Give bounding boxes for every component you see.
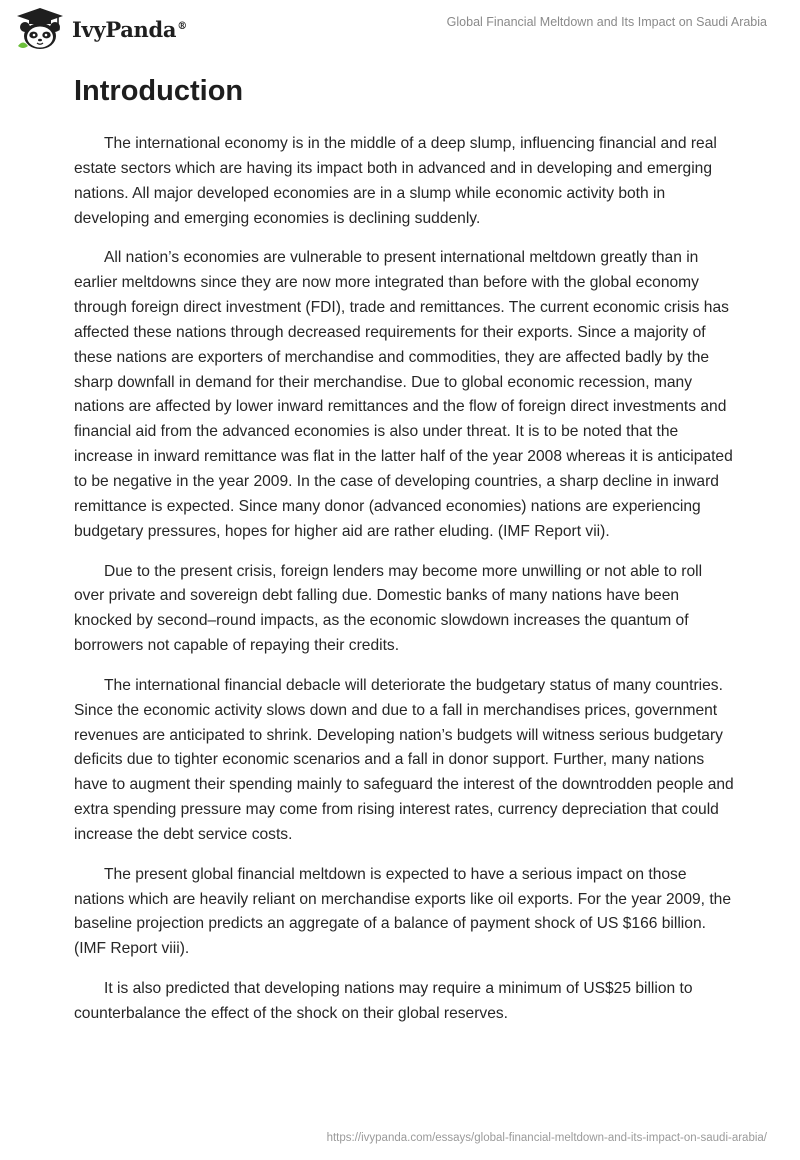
section-heading: Introduction bbox=[74, 75, 244, 107]
paragraph: Due to the present crisis, foreign lenders may become more unwilling or not able to roll over private and sovereign debt falling due. Domestic banks of many nations have been knocked by second–round impacts, as the economic slowdown increases the quantum of borrowers not capable of repaying their credits. bbox=[74, 562, 703, 655]
panda-graduation-cap-icon bbox=[14, 6, 66, 52]
paragraph: The international economy is in the middle of a deep slump, influencing financial and real estate sectors which are having its impact both in advanced and in developing and emerging nations. All major developed economies are in a slump while economic activity both in developing and emerging economies is declining suddenly. bbox=[74, 135, 717, 227]
paragraph: It is also predicted that developing nations may require a minimum of US$25 billion to counterbalance the effect of the shock on their global reserves. bbox=[74, 980, 693, 1022]
source-url-link[interactable]: https://ivypanda.com/essays/global-financial-meltdown-and-its-impact-on-saudi-arabia/ bbox=[326, 1132, 767, 1144]
page-header bbox=[0, 0, 800, 60]
document-title: Global Financial Meltdown and Its Impact on Saudi Arabia bbox=[446, 15, 767, 29]
paragraph: The international financial debacle will deteriorate the budgetary status of many countries. Since the economic activity slows down and due to a fall in merchandises prices, government revenues are anticipated to shrink. Developing nation’s budgets will witness serious budgetary deficits due to tighter economic scenarios and a fall in donor support. Further, many nations have to augment their spending mainly to safeguard the interest of the downtrodden people and extra spending pressure may come from rising interest rates, currency depreciation that could increase the debt service costs. bbox=[74, 676, 734, 843]
essay-body bbox=[74, 72, 734, 1042]
brand-name: IvyPanda® bbox=[72, 16, 187, 42]
paragraph: All nation’s economies are vulnerable to present international meltdown greatly than in earlier meltdowns since they are now more integrated than before with the global economy through foreign direct investment (FDI), trade and remittances. The current economic crisis has affected these nations through decreased requirements for their exports. Since a majority of these nations are exporters of merchandise and commodities, they are affected badly by the sharp downfall in demand for their merchandise. Due to global economic recession, many nations are affected by lower inward remittances and the flow of foreign direct investments and financial aid from the advanced economies is also under threat. It is to be noted that the increase in inward remittance was flat in the latter half of the year 2008 whereas it is anticipated to be negative in the year 2009. In the case of developing countries, a sharp decline in inward remittance is expected. Since many donor (advanced economies) nations are experiencing budgetary pressures, hopes for higher aid are rather eluding. (IMF Report vii). bbox=[74, 249, 733, 540]
registered-mark: ® bbox=[177, 20, 187, 32]
brand-logo[interactable] bbox=[14, 6, 187, 52]
paragraph: The present global financial meltdown is expected to have a serious impact on those nations which are heavily reliant on merchandise exports like oil exports. For the year 2009, the baseline projection predicts an aggregate of a balance of payment shock of US $166 billion. (IMF Report viii). bbox=[74, 865, 732, 958]
